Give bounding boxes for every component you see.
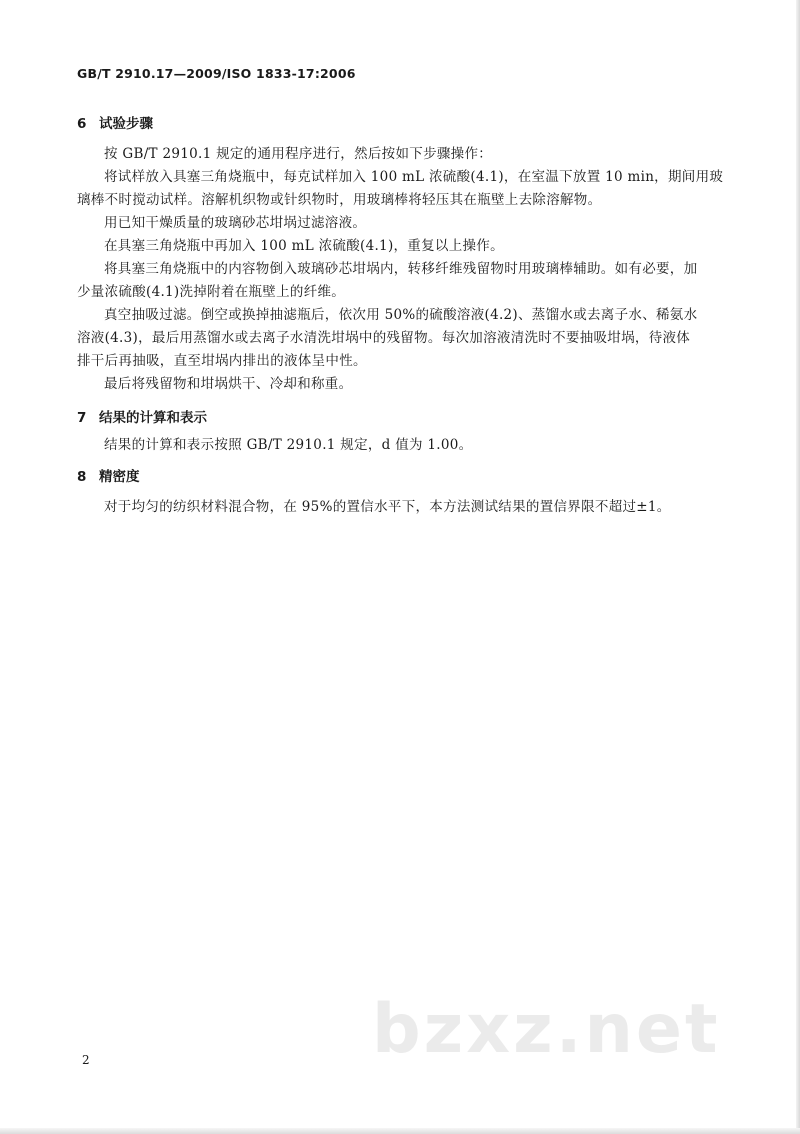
- section-7-heading: [77, 406, 207, 426]
- text-line: 璃棒不时搅动试样。溶解机织物或针织物时，用玻璃棒将轻压其在瓶壁上去除溶解物。: [77, 192, 602, 208]
- text-line: 按 GB/T 2910.1 规定的通用程序进行，然后按如下步骤操作：: [104, 146, 493, 162]
- section-8-para-1: [77, 496, 722, 519]
- text-line: 将试样放入具塞三角烧瓶中，每克试样加入 100 mL 浓硫酸(4.1)，在室温下放置 10 min，期间用玻: [104, 169, 724, 185]
- section-number: 6: [77, 116, 87, 132]
- section-6-para-5: [77, 258, 722, 304]
- text-line: 对于均匀的纺织材料混合物，在 95%的置信水平下，本方法测试结果的置信界限不超过±1。: [104, 499, 671, 515]
- section-6-para-4: [77, 235, 722, 258]
- watermark: bzxz.net: [372, 990, 721, 1069]
- section-6-para-1: [77, 143, 722, 166]
- text-line: 少量浓硫酸(4.1)洗掉附着在瓶壁上的纤维。: [77, 284, 346, 300]
- page-bottom-edge: [0, 1128, 800, 1134]
- section-number: 7: [77, 410, 87, 426]
- text-line: 溶液(4.3)，最后用蒸馏水或去离子水清洗坩埚中的残留物。每次加溶液清洗时不要抽吸坩埚，待液体: [77, 330, 691, 346]
- text-line: 最后将残留物和坩埚烘干、冷却和称重。: [104, 376, 353, 392]
- section-title: 精密度: [99, 469, 140, 485]
- text-line: 真空抽吸过滤。倒空或换掉抽滤瓶后，依次用 50%的硫酸溶液(4.2)、蒸馏水或去离子水、稀氨水: [104, 307, 698, 323]
- section-6-heading: [77, 112, 153, 132]
- section-6-para-3: [77, 212, 722, 235]
- page-number: 2: [82, 1053, 90, 1067]
- section-title: 结果的计算和表示: [99, 410, 207, 426]
- text-line: 在具塞三角烧瓶中再加入 100 mL 浓硫酸(4.1)，重复以上操作。: [104, 238, 504, 254]
- text-line: 用已知干燥质量的玻璃砂芯坩埚过滤溶液。: [104, 215, 367, 231]
- section-8-heading: [77, 465, 140, 485]
- text-line: 将具塞三角烧瓶中的内容物倒入玻璃砂芯坩埚内，转移纤维残留物时用玻璃棒辅助。如有必要，加: [104, 261, 698, 277]
- section-number: 8: [77, 469, 87, 485]
- text-line: 结果的计算和表示按照 GB/T 2910.1 规定，d 值为 1.00。: [104, 437, 473, 453]
- page-edge-shadow: [796, 0, 800, 1134]
- section-6-para-2: [77, 166, 722, 212]
- section-6-para-7: [77, 373, 722, 396]
- section-title: 试验步骤: [99, 116, 153, 132]
- text-line: 排干后再抽吸，直至坩埚内排出的液体呈中性。: [77, 353, 367, 369]
- section-7-para-1: [77, 434, 722, 457]
- standard-header: GB/T 2910.17—2009/ISO 1833-17:2006: [77, 66, 356, 81]
- section-6-para-6: [77, 304, 722, 373]
